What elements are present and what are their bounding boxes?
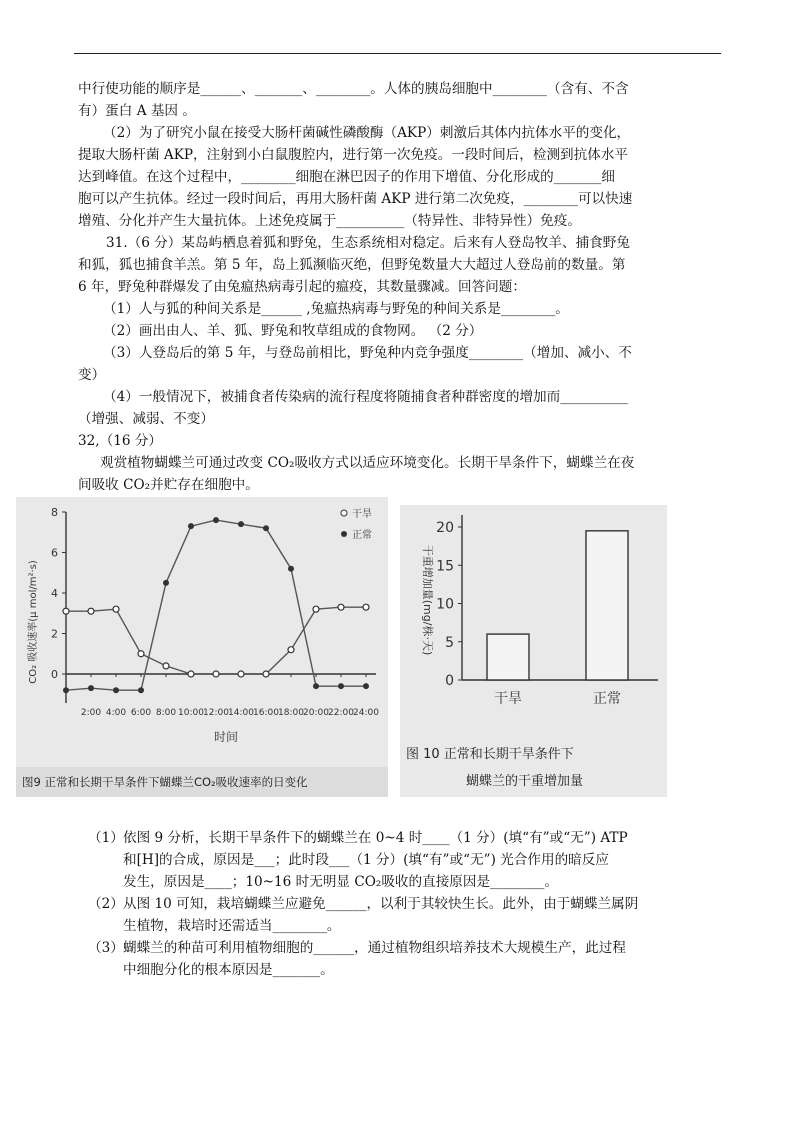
fig9-point-drought <box>213 671 219 677</box>
text-line: （2）为了研究小鼠在接受大肠杆菌碱性磷酸酶（AKP）刺激后其体内抗体水平的变化， <box>103 125 631 141</box>
fig9-legend <box>341 508 372 541</box>
question-line: 依图 9 分析，长期干旱条件下的蝴蝶兰在 0~4 时____（1 分）(填“有”或“无”) ATP <box>123 830 628 846</box>
fig10-caption-line2: 蝴蝶兰的干重增加量 <box>466 774 584 789</box>
text-line: 增殖、分化并产生大量抗体。上述免疫属于__________（特异性、非特异性）免疫。 <box>78 213 581 229</box>
question-line: 生植物，栽培时还需适当________。 <box>123 918 341 934</box>
fig9-xtick-label: 14:00 <box>228 708 254 718</box>
text-line: 提取大肠杆菌 AKP，注射到小白鼠腹腔内，进行第一次免疫。一段时间后，检测到抗体水平 <box>78 147 628 163</box>
fig10-caption-line1: 图 10 正常和长期干旱条件下 <box>406 747 574 762</box>
text-line: 中行使功能的顺序是______、_______、________。人体的胰岛细胞中________（含有、不含 <box>78 81 629 97</box>
legend-label-drought: 干旱 <box>352 509 372 520</box>
text-line: （4）一般情况下，被捕食者传染病的流行程度将随捕食者种群密度的增加而__________ <box>103 389 629 405</box>
question-line: 和[H]的合成，原因是___；此时段___（1 分）(填“有”或“无”) 光合作用的暗反应 <box>123 852 609 868</box>
fig9-point-drought <box>138 651 144 657</box>
fig9-point-drought <box>313 606 319 612</box>
figure-9 <box>16 497 388 797</box>
text-line: 胞可以产生抗体。经过一段时间后，再用大肠杆菌 AKP 进行第二次免疫，________可以快速 <box>78 191 633 207</box>
figure-10 <box>400 505 667 797</box>
fig9-point-drought <box>163 663 169 669</box>
fig9-point-drought <box>88 608 94 614</box>
fig9-point-normal <box>138 687 144 693</box>
fig9-caption: 图9 正常和长期干旱条件下蝴蝶兰CO₂吸收速率的日变化 <box>22 775 308 789</box>
text-line: 和狐，狐也捕食羊羔。第 5 年，岛上狐濒临灭绝，但野兔数量大大超过人登岛前的数量。第 <box>78 257 626 273</box>
fig9-xlabel: 时间 <box>213 730 239 744</box>
question-number: （2） <box>88 896 124 912</box>
fig9-ytick-label: 4 <box>51 587 58 600</box>
fig9-point-drought <box>363 604 369 610</box>
fig9-xtick-label: 6:00 <box>130 708 152 718</box>
fig9-series-line <box>66 607 366 674</box>
question-32: 32,（16 分） <box>78 433 163 449</box>
fig10-category-label: 正常 <box>593 691 621 707</box>
question-line: 蝴蝶兰的种苗可利用植物细胞的______，通过植物组织培养技术大规模生产，此过程 <box>123 940 626 956</box>
fig9-ytick-label: 8 <box>51 506 58 519</box>
fig9-point-drought <box>63 608 69 614</box>
fig9-point-drought <box>113 606 119 612</box>
fig9-point-normal <box>238 521 244 527</box>
fig9-point-normal <box>63 687 69 693</box>
fig9-xtick-label: 18:00 <box>278 708 304 718</box>
fig9-point-normal <box>213 517 219 523</box>
text-line: 变） <box>78 367 106 383</box>
fig9-point-drought <box>288 647 294 653</box>
text-line: （2）画出由人、羊、狐、野兔和牧草组成的食物网。 （2 分） <box>103 323 483 339</box>
fig9-point-normal <box>113 687 119 693</box>
fig10-ytick-label: 5 <box>445 634 454 651</box>
question-31: 31.（6 分）某岛屿栖息着狐和野兔，生态系统相对稳定。后来有人登岛牧羊、捕食野兔 <box>106 235 630 251</box>
text-line: 观赏植物蝴蝶兰可通过改变 CO₂吸收方式以适应环境变化。长期干旱条件下，蝴蝶兰在夜 <box>100 455 635 471</box>
fig9-point-normal <box>363 683 369 689</box>
text-line: 达到峰值。在这个过程中，________细胞在淋巴因子的作用下增值、分化形成的_______细 <box>78 169 615 185</box>
fig9-point-normal <box>163 580 169 586</box>
fig9-xtick-label: 22:00 <box>328 708 354 718</box>
fig9-xtick-label: 2:00 <box>80 708 102 718</box>
fig9-point-drought <box>338 604 344 610</box>
fig9-series-line <box>66 520 366 690</box>
fig9-xtick-label: 24:00 <box>353 708 379 718</box>
question-line: 发生，原因是____；10~16 时无明显 CO₂吸收的直接原因是________。 <box>123 874 559 890</box>
text-line: （增强、减弱、不变） <box>78 411 214 427</box>
text-line: 间吸收 CO₂并贮存在细胞中。 <box>78 477 259 493</box>
fig9-point-normal <box>188 523 194 529</box>
question-number: （3） <box>88 940 124 956</box>
fig10-ytick-label: 10 <box>436 596 454 613</box>
fig9-ytick-label: 6 <box>51 546 58 560</box>
fig9-point-normal <box>263 525 269 531</box>
fig9-xtick-label: 12:00 <box>203 708 229 718</box>
fig10-ytick-label: 15 <box>436 558 454 575</box>
question-line: 中细胞分化的根本原因是_______。 <box>123 962 334 978</box>
fig9-xtick-label: 4:00 <box>105 708 127 718</box>
fig9-point-normal <box>88 685 94 691</box>
fig9-xtick-label: 8:00 <box>155 708 177 718</box>
legend-label-normal: 正常 <box>352 530 372 541</box>
text-line: 有）蛋白 A 基因 。 <box>78 103 196 119</box>
question-line: 从图 10 可知，栽培蝴蝶兰应避免______，以利于其较快生长。此外，由于蝴蝶兰属阴 <box>123 896 639 912</box>
fig10-ylabel: 干重增加量(mg/株·天) <box>421 544 434 656</box>
fig9-point-normal <box>288 566 294 572</box>
fig10-category-label: 干旱 <box>494 691 522 707</box>
fig9-point-normal <box>313 683 319 689</box>
fig10-ytick-label: 0 <box>445 673 454 689</box>
fig9-ylabel: CO₂ 吸收速率(μ mol/m²·s) <box>28 560 39 684</box>
text-line: （3）人登岛后的第 5 年，与登岛前相比，野兔种内竞争强度________（增加、减小、不 <box>103 345 632 361</box>
fig9-point-drought <box>188 671 194 677</box>
fig10-bar <box>487 634 529 680</box>
fig9-xtick-label: 16:00 <box>253 708 279 718</box>
fig9-xtick-label: 10:00 <box>178 708 204 718</box>
fig9-point-drought <box>263 671 269 677</box>
fig9-ytick-label: 0 <box>51 668 58 681</box>
fig10-bar <box>586 531 628 680</box>
header-rule <box>74 53 721 54</box>
fig9-ytick-label: 2 <box>51 627 58 641</box>
legend-marker-drought <box>341 510 347 516</box>
fig9-point-drought <box>238 671 244 677</box>
fig9-xtick-label: 20:00 <box>303 708 329 718</box>
fig9-point-normal <box>338 683 344 689</box>
fig10-ytick-label: 20 <box>436 520 454 536</box>
text-line: （1）人与狐的种间关系是______ ,兔瘟热病毒与野兔的种间关系是________。 <box>103 301 569 317</box>
question-number: （1） <box>88 830 124 846</box>
text-line: 6 年，野兔种群爆发了由兔瘟热病毒引起的瘟疫，其数量骤减。回答问题： <box>78 279 526 295</box>
legend-marker-normal <box>341 531 347 537</box>
